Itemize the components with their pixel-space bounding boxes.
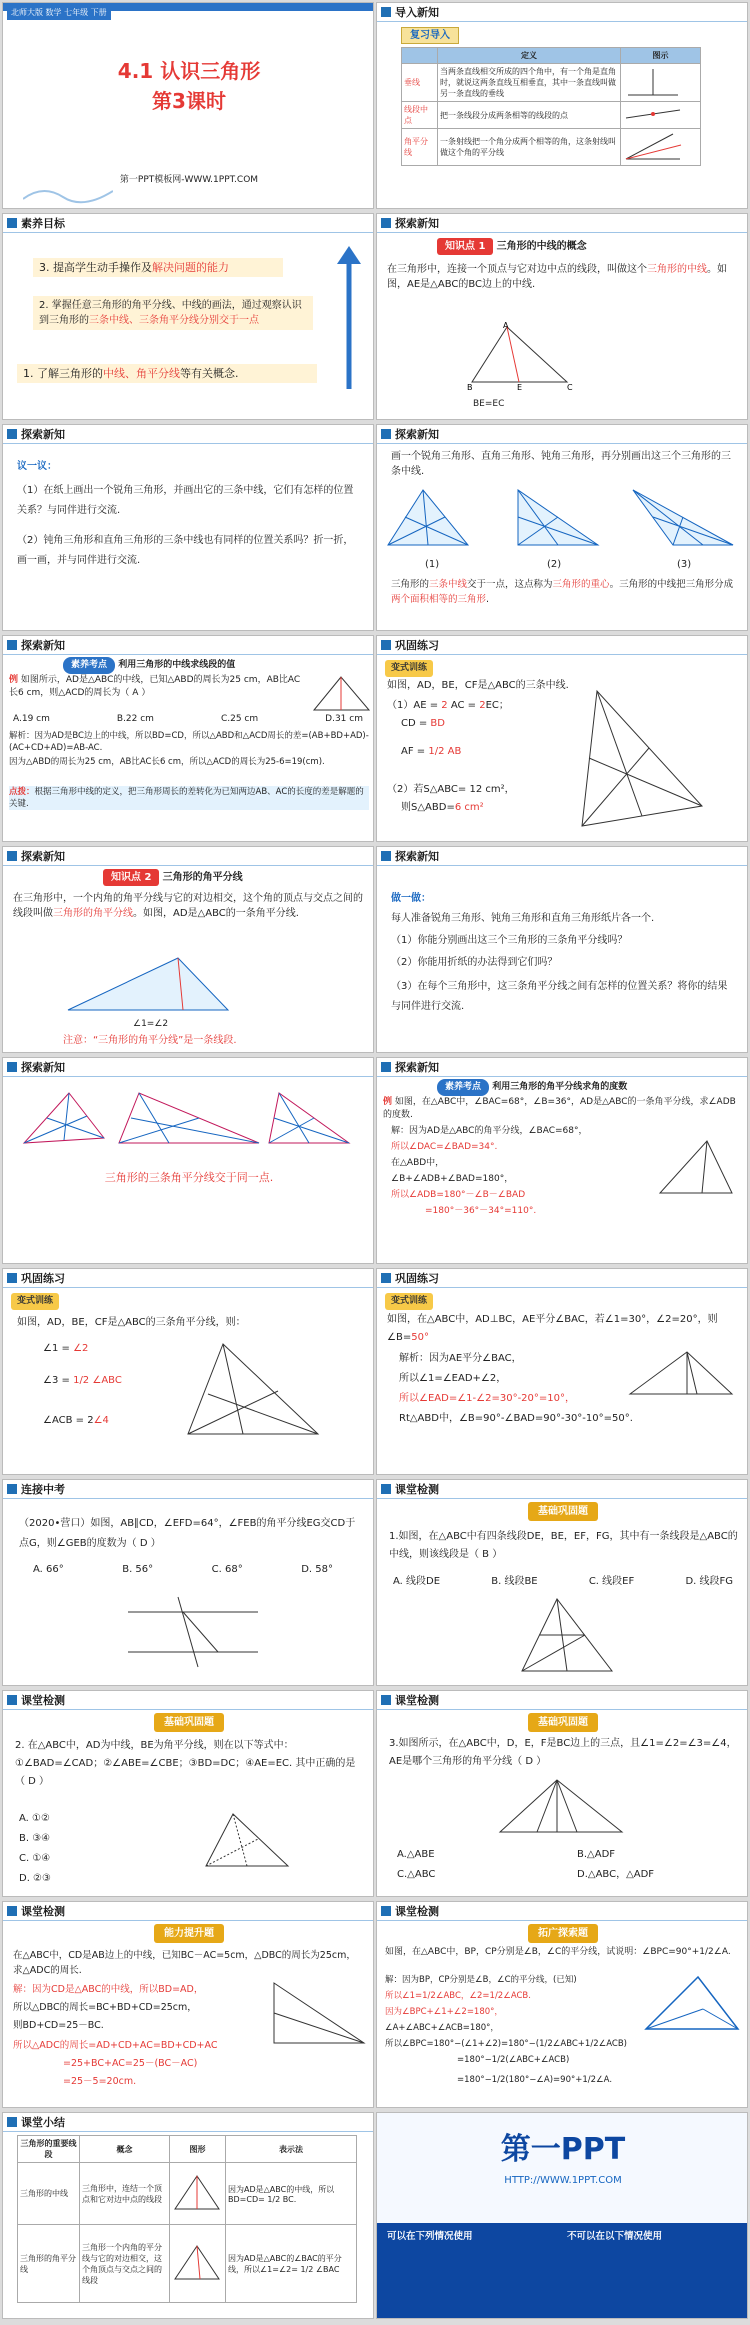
text: 变式训练 — [385, 660, 433, 677]
text: 所以∠1=1/2∠ABC，∠2=1/2∠ACB. — [385, 1991, 531, 2001]
slide-review[interactable] — [376, 2, 748, 209]
text: 课堂检测 — [21, 1694, 65, 1707]
text: 交于一点，这点称为 — [467, 579, 553, 590]
text: 因为∠BPC+∠1+∠2=180°， — [385, 2007, 503, 2017]
text: 因为AD是△ABC的∠BAC的平分线，所以∠1=∠2= 1/2 ∠BAC — [226, 2225, 357, 2303]
text: ∠3 = — [43, 1375, 74, 1386]
exam-options — [33, 1564, 333, 1575]
text: 一条射线把一个角分成两个相等的角，这条射线叫做这个角的平分线 — [438, 129, 621, 166]
slide-test-1[interactable] — [376, 1479, 748, 1686]
example-figure — [657, 1138, 737, 1198]
slide-median-practice[interactable] — [376, 635, 748, 842]
review-label: 复习导入 — [401, 27, 459, 44]
text: 连接中考 — [21, 1483, 65, 1496]
slide-header — [3, 2113, 65, 2131]
text: 导入新知 — [395, 6, 439, 19]
slide-test-2[interactable] — [2, 1690, 374, 1897]
text: ∠2 — [73, 1343, 89, 1354]
text: 因为AD是△ABC的中线，所以BD=CD= 1/2 BC. — [226, 2163, 357, 2225]
bisector-figure — [63, 955, 233, 1015]
text: 三角形的中线 — [647, 264, 707, 275]
summary-table — [17, 2135, 357, 2303]
text: （1）你能分别画出这三个三角形的三条角平分线吗？ — [391, 935, 628, 946]
text: 1. 了解三角形的 — [23, 367, 103, 380]
text: 如图，AD，BE，CF是△ABC的三条中线. — [387, 680, 569, 691]
text: 三角形一个内角的平分线与它的对边相交，这个角顶点与交点之间的线段 — [80, 2225, 170, 2303]
text: CD = — [401, 718, 431, 729]
text: 等有关概念. — [180, 367, 239, 380]
text: 3.如图所示，在△ABC中，D，E，F是BC边上的三点，且∠1=∠2=∠3=∠4，AE是哪个三角形的角平分线（ D ） — [389, 1738, 737, 1767]
slide-header — [3, 1269, 65, 1287]
text: 解：因为BP，CP分别是∠B，∠C的平分线，(已知) — [385, 1975, 577, 1985]
text: 因为△ABD的周长为25 cm，AB比AC长6 cm，所以△ACD的周长为25-6=19(cm). — [9, 757, 325, 767]
slide-header — [3, 1058, 65, 1076]
text: 探索新知 — [395, 850, 439, 863]
text: 变式训练 — [385, 1293, 433, 1310]
text: 解析：因为AD是BC边上的中线，所以BD=CD，所以△ABD和△ACD周长的差=(AB+BD+AD)-(AC+CD+AD)=AB-AC. — [9, 731, 369, 753]
text: （2）若S△ABC= 12 cm²， — [387, 784, 515, 795]
text: D.31 cm — [325, 714, 363, 724]
text: B. ③④ — [19, 1833, 51, 1844]
text: 解：因为CD是△ABC的中线，所以BD=AD， — [13, 1984, 204, 1995]
extension-figure — [643, 1974, 743, 2034]
text: D. 58° — [301, 1564, 333, 1575]
col-definition: 定义 — [438, 48, 621, 64]
text: ∠B+∠ADB+∠BAD=180°， — [391, 1174, 514, 1184]
text: 两个面积相等的三角形 — [391, 594, 487, 605]
slide-header — [3, 1902, 65, 1920]
slide-header — [377, 636, 439, 654]
slide-median-example[interactable] — [2, 635, 374, 842]
advanced-figure — [269, 1978, 369, 2048]
header-marker-icon — [7, 1906, 17, 1916]
not-allowed-heading: 不可以在以下情况使用 — [567, 2231, 663, 2242]
text: 所以∠ADB=180°－∠B－∠BAD — [391, 1190, 526, 1200]
text: 1/2 ∠ABC — [73, 1375, 122, 1386]
text: 1.如图，在△ABC中有四条线段DE，BE，EF，FG，其中有一条线段是△ABC的中线，则该线段是（ B ） — [389, 1531, 738, 1560]
text: 在三角形中，一个内角的角平分线与它的对边相交，这个角的顶点与交点之间的线段叫做 — [13, 893, 363, 919]
text: 探索新知 — [395, 1061, 439, 1074]
text: 三角形中，连结一个顶点和它对边中点的线段 — [80, 2163, 170, 2225]
text: 每人准备锐角三角形、钝角三角形和直角三角形纸片各一个. — [391, 913, 655, 924]
text: 在三角形中，连接一个顶点与它对边中点的线段，叫做这个 — [387, 264, 647, 275]
text: 巩固练习 — [21, 1272, 65, 1285]
text: 课堂检测 — [395, 1694, 439, 1707]
slide-header — [377, 425, 439, 443]
text: B.△ADF — [577, 1849, 616, 1860]
text: 课堂检测 — [395, 1483, 439, 1496]
text: 探索新知 — [395, 217, 439, 230]
text: 角平分线 — [402, 129, 438, 166]
text: 三角形的 — [391, 579, 430, 590]
three-triangles-figure — [383, 485, 743, 555]
text: 三条中线 — [429, 579, 468, 590]
header-marker-icon — [7, 429, 17, 439]
text: 三角形的角平分线 — [18, 2225, 80, 2303]
text: 6 cm² — [454, 802, 484, 813]
text: 素养考点 — [63, 657, 115, 674]
text: 所以∠DAC=∠BAD=34°. — [391, 1142, 498, 1152]
slide-title-text: 4.1 认识三角形 — [117, 59, 261, 83]
slide-header — [377, 1691, 439, 1709]
header-marker-icon — [7, 640, 17, 650]
slide-header — [3, 636, 65, 654]
text: 则BD+CD=25－BC. — [13, 2020, 104, 2031]
text: 课堂检测 — [395, 1905, 439, 1918]
text: （2020•营口）如图，AB∥CD，∠EFD=64°，∠FEB的角平分线EG交CD于点G，则∠GEB的度数为（ D ） — [19, 1518, 356, 1549]
header-marker-icon — [7, 2117, 17, 2127]
text: 图形 — [170, 2136, 226, 2163]
text: 画一个锐角三角形、直角三角形、钝角三角形，再分别画出这三个三角形的三条中线. — [391, 451, 731, 477]
text: 素养目标 — [21, 217, 65, 230]
text: 课堂检测 — [21, 1905, 65, 1918]
text: B — [467, 383, 473, 392]
text: 如图所示，AD是△ABC的中线，已知△ABD的周长为25 cm，AB比AC长6 cm，则△ACD的周长为（ A ） — [9, 675, 301, 698]
text: 垂线 — [402, 64, 438, 102]
slide-test-3[interactable] — [376, 1690, 748, 1897]
text: 当两条直线相交所成的四个角中，有一个角是直角时，就说这两条直线互相垂直，其中一条直线叫做另一条直线的垂线 — [438, 64, 621, 102]
text: AF = — [401, 746, 429, 757]
header-marker-icon — [7, 851, 17, 861]
text: C.△ABC — [397, 1869, 436, 1880]
text: =180°−1/2(180°−∠A)=90°+1/2∠A. — [457, 2075, 613, 2085]
text: 利用三角形的中线求线段的值 — [118, 660, 236, 670]
slide-header — [377, 3, 439, 21]
slide-title[interactable] — [2, 2, 374, 209]
text: EC； — [485, 700, 509, 711]
slide-header — [377, 214, 439, 232]
slide-header — [3, 1691, 65, 1709]
text: A. 66° — [33, 1564, 64, 1575]
text: D. ②③ — [19, 1873, 51, 1884]
text: BD — [430, 718, 445, 729]
text: 巩固练习 — [395, 639, 439, 652]
text: 探索新知 — [395, 428, 439, 441]
text: 在△ABC中，CD是AB边上的中线，已知BC－AC=5cm，△DBC的周长为25cm，求△ADC的周长. — [13, 1950, 356, 1976]
text: B.22 cm — [116, 714, 154, 724]
median-figure — [467, 322, 577, 392]
text: 基础巩固题 — [154, 1713, 224, 1732]
text: 做一做： — [391, 893, 431, 904]
header-marker-icon — [381, 1695, 391, 1705]
text: 把一条线段分成两条相等的线段的点 — [438, 102, 621, 129]
book-tag: 北师大版 数学 七年级 下册 — [7, 5, 111, 20]
text: （3）在每个三角形中，这三条角平分线之间有怎样的位置关系？将你的结果与同伴进行交流. — [391, 981, 728, 1012]
text: 。如图，AE是△ABC的BC边上的中线. — [387, 264, 727, 290]
header-marker-icon — [7, 218, 17, 228]
slide-test-advanced[interactable] — [2, 1901, 374, 2108]
slide-header — [3, 847, 65, 865]
text: 变式训练 — [11, 1293, 59, 1310]
text: 点拨： — [9, 787, 35, 797]
parallel-lines-figure — [123, 1592, 263, 1672]
text: C. 线段EF — [588, 1576, 635, 1587]
header-marker-icon — [381, 1062, 391, 1072]
text: AC = — [450, 700, 480, 711]
slide-header — [377, 1902, 439, 1920]
header-marker-icon — [7, 1484, 17, 1494]
brand-logo: 第一PPT — [500, 2132, 626, 2167]
text: A. ①② — [19, 1813, 50, 1824]
text: 议一议： — [17, 461, 57, 472]
text: D. 线段FG — [685, 1576, 733, 1587]
text: C. ①④ — [19, 1853, 51, 1864]
text: A. 线段DE — [393, 1576, 441, 1587]
slide-activity[interactable] — [376, 846, 748, 1053]
text: 探索新知 — [21, 428, 65, 441]
text: ∠A+∠ABC+∠ACB=180°， — [385, 2023, 499, 2033]
text: 三角形的角平分线 — [53, 908, 133, 919]
site-watermark: 第一PPT模板网-WWW.1PPT.COM — [119, 175, 259, 185]
test1-options — [393, 1572, 733, 1587]
text: 解析：因为AE平分∠BAC， — [399, 1353, 522, 1364]
text: 素养考点 — [437, 1079, 489, 1096]
slide-header — [377, 1058, 439, 1076]
text: 例 — [9, 675, 19, 685]
text: Rt△ABD中，∠B=90°-∠BAD=90°-30°-10°=50°. — [399, 1413, 633, 1424]
text: ∠4 — [93, 1415, 109, 1426]
practice-figure — [183, 1339, 323, 1439]
text: 所以∠1=∠EAD+∠2， — [399, 1373, 507, 1384]
text: 则S△ABD= — [401, 802, 455, 813]
text: 50° — [411, 1332, 429, 1343]
up-arrow-icon — [329, 244, 369, 394]
text: 线段中点 — [402, 102, 438, 129]
slide-centroid[interactable] — [376, 424, 748, 631]
text: 基础巩固题 — [528, 1713, 598, 1732]
text: 三条中线、三条角平分线分别交于一点 — [89, 315, 259, 326]
slide-subtitle-text: 第3课时 — [152, 89, 226, 113]
text: 解：因为AD是△ABC的角平分线，∠BAC=68°， — [391, 1126, 588, 1136]
text: 探索新知 — [21, 850, 65, 863]
text: 课堂小结 — [21, 2116, 65, 2129]
text: 巩固练习 — [395, 1272, 439, 1285]
header-marker-icon — [381, 429, 391, 439]
text: （2）钝角三角形和直角三角形的三条中线也有同样的位置关系吗？折一折，画一画，并与同伴进行交流. — [17, 535, 354, 566]
text: 所以∠BPC=180°−(∠1+∠2)=180°−(1/2∠ABC+1/2∠ACB) — [385, 2039, 627, 2049]
header-marker-icon — [381, 1906, 391, 1916]
slide-median-concept[interactable] — [376, 213, 748, 420]
slide-bisector-practice[interactable] — [2, 1268, 374, 1475]
text: 能力提升题 — [154, 1924, 224, 1943]
slide-header — [3, 1480, 65, 1498]
example-figure — [311, 674, 371, 714]
text: 三角形的中线 — [18, 2163, 80, 2225]
text: 基础巩固题 — [528, 1502, 598, 1521]
decor-wave — [23, 179, 113, 209]
text: 知识点 2 — [103, 869, 159, 886]
allowed-heading: 可以在下列情况使用 — [387, 2231, 473, 2242]
text: 三角形的角平分线 — [162, 872, 243, 883]
text: 在△ABD中， — [391, 1158, 445, 1168]
header-marker-icon — [7, 1695, 17, 1705]
text: 如图，在△ABC中，BP，CP分别是∠B，∠C的平分线，试说明：∠BPC=90°+1/2∠A. — [385, 1947, 731, 1957]
header-marker-icon — [381, 1484, 391, 1494]
text: 所以∠EAD=∠1-∠2=30°-20°=10°， — [399, 1393, 576, 1404]
header-marker-icon — [381, 218, 391, 228]
text: 所以△DBC的周长=BC+BD+CD=25cm， — [13, 2002, 197, 2013]
slide-header — [377, 847, 439, 865]
slide-header — [377, 1269, 439, 1287]
text: （1）AE = — [387, 700, 442, 711]
slide-header — [3, 214, 65, 232]
text: (2) — [547, 559, 562, 570]
example-options — [13, 714, 363, 724]
text: （1）在纸上画出一个锐角三角形，并画出它的三条中线，它们有怎样的位置关系？与同伴进行交流. — [17, 485, 354, 516]
col-figure: 图示 — [621, 48, 701, 64]
text: 例 — [383, 1097, 393, 1107]
practice-figure — [577, 686, 707, 836]
text: A — [503, 322, 509, 330]
text: BE=EC — [473, 399, 505, 409]
text: =25－5=20cm. — [63, 2076, 137, 2087]
slide-exam[interactable] — [2, 1479, 374, 1686]
text: 2 — [479, 700, 486, 711]
text: ∠1 = — [43, 1343, 74, 1354]
text: 解决问题的能力 — [152, 261, 229, 274]
slide-angle-practice[interactable] — [376, 1268, 748, 1475]
text: 表示法 — [226, 2136, 357, 2163]
text: A.19 cm — [13, 714, 50, 724]
text: A.△ABE — [397, 1849, 435, 1860]
slide-bisector-example[interactable] — [376, 1057, 748, 1264]
header-marker-icon — [381, 7, 391, 17]
text: 2. 掌握任意三角形的角平分线、中线的画法，通过观察认识到三角形的 — [39, 300, 302, 326]
text: 注意：“三角形的角平分线”是一条线段. — [63, 1035, 237, 1046]
text: E — [517, 383, 523, 392]
text: 如图，AD，BE，CF是△ABC的三条角平分线，则： — [17, 1317, 246, 1328]
text: ∠ACB = 2 — [43, 1415, 94, 1426]
bisector-triangles-figure — [19, 1088, 359, 1148]
slide-header — [377, 1480, 439, 1498]
header-marker-icon — [7, 1273, 17, 1283]
header-marker-icon — [381, 851, 391, 861]
slide-test-extension[interactable] — [376, 1901, 748, 2108]
test2-figure — [203, 1811, 293, 1871]
text: =180°－36°－34°=110°. — [425, 1206, 537, 1216]
header-marker-icon — [7, 1062, 17, 1072]
text: . — [486, 594, 490, 605]
text: B. 线段BE — [491, 1576, 538, 1587]
text: 3. 提高学生动手操作及 — [39, 261, 152, 274]
text: (1) — [425, 559, 440, 570]
text: 。三角形的中线把三角形分成 — [609, 579, 734, 590]
text: =180°−1/2(∠ABC+∠ACB) — [457, 2055, 570, 2065]
brand-url: HTTP://WWW.1PPT.COM — [504, 2175, 622, 2186]
slide-brand[interactable] — [376, 2112, 748, 2319]
slide-discussion[interactable] — [2, 424, 374, 631]
header-marker-icon — [381, 1273, 391, 1283]
text: 利用三角形的角平分线求角的度数 — [492, 1082, 628, 1092]
text: D.△ABC，△ADF — [577, 1869, 655, 1880]
text: (3) — [677, 559, 692, 570]
slide-bisector-concept[interactable] — [2, 846, 374, 1053]
text: 三角形的三条角平分线交于同一点. — [104, 1171, 274, 1184]
text: 根据三角形中线的定义，把三角形周长的差转化为已知两边AB、AC的长度的差是解题的关键. — [9, 787, 364, 809]
text: ∠1=∠2 — [133, 1019, 169, 1029]
text: C.25 cm — [220, 714, 259, 724]
slide-bisector-concurrent[interactable] — [2, 1057, 374, 1264]
text: C — [567, 383, 573, 392]
text: 2 — [441, 700, 448, 711]
test1-figure — [517, 1596, 617, 1676]
text: 中线、角平分线 — [103, 367, 180, 380]
text: 探索新知 — [21, 639, 65, 652]
header-marker-icon — [381, 640, 391, 650]
test3-figure — [497, 1777, 627, 1837]
angle-figure — [627, 1349, 737, 1399]
text: 2. 在△ABC中，AD为中线，BE为角平分线，则在以下等式中：①∠BAD=∠CAD；②∠ABE=∠CBE；③BD=DC；④AE=EC. 其中正确的是（ D ） — [15, 1740, 356, 1787]
review-table — [401, 47, 701, 166]
slide-header — [3, 425, 65, 443]
slide-goals[interactable] — [2, 213, 374, 420]
text: B. 56° — [122, 1564, 154, 1575]
text: 三角形的中线的概念 — [496, 241, 587, 252]
text: 概念 — [80, 2136, 170, 2163]
text: C. 68° — [211, 1564, 243, 1575]
slide-summary[interactable] — [2, 2112, 374, 2319]
text: （2）你能用折纸的办法得到它们吗？ — [391, 957, 558, 968]
text: 。如图，AD是△ABC的一条角平分线. — [133, 908, 299, 919]
text: 三角形的重心 — [552, 579, 610, 590]
text: 1/2 AB — [428, 746, 462, 757]
text: 如图，在△ABC中，AD⊥BC，AE平分∠BAC，若∠1=30°，∠2=20°，则∠B= — [387, 1314, 718, 1343]
text: =25+BC+AC=25－(BC－AC) — [63, 2058, 198, 2069]
text: 知识点 1 — [437, 238, 493, 255]
text: 三角形的重要线段 — [18, 2136, 80, 2163]
text: 拓广探索题 — [528, 1924, 598, 1943]
text: 所以△ADC的周长=AD+CD+AC=BD+CD+AC — [13, 2040, 218, 2051]
text: 探索新知 — [21, 1061, 65, 1074]
text: 如图，在△ABC中，∠BAC=68°，∠B=36°，AD是△ABC的一条角平分线，求∠ADB的度数. — [383, 1097, 736, 1120]
